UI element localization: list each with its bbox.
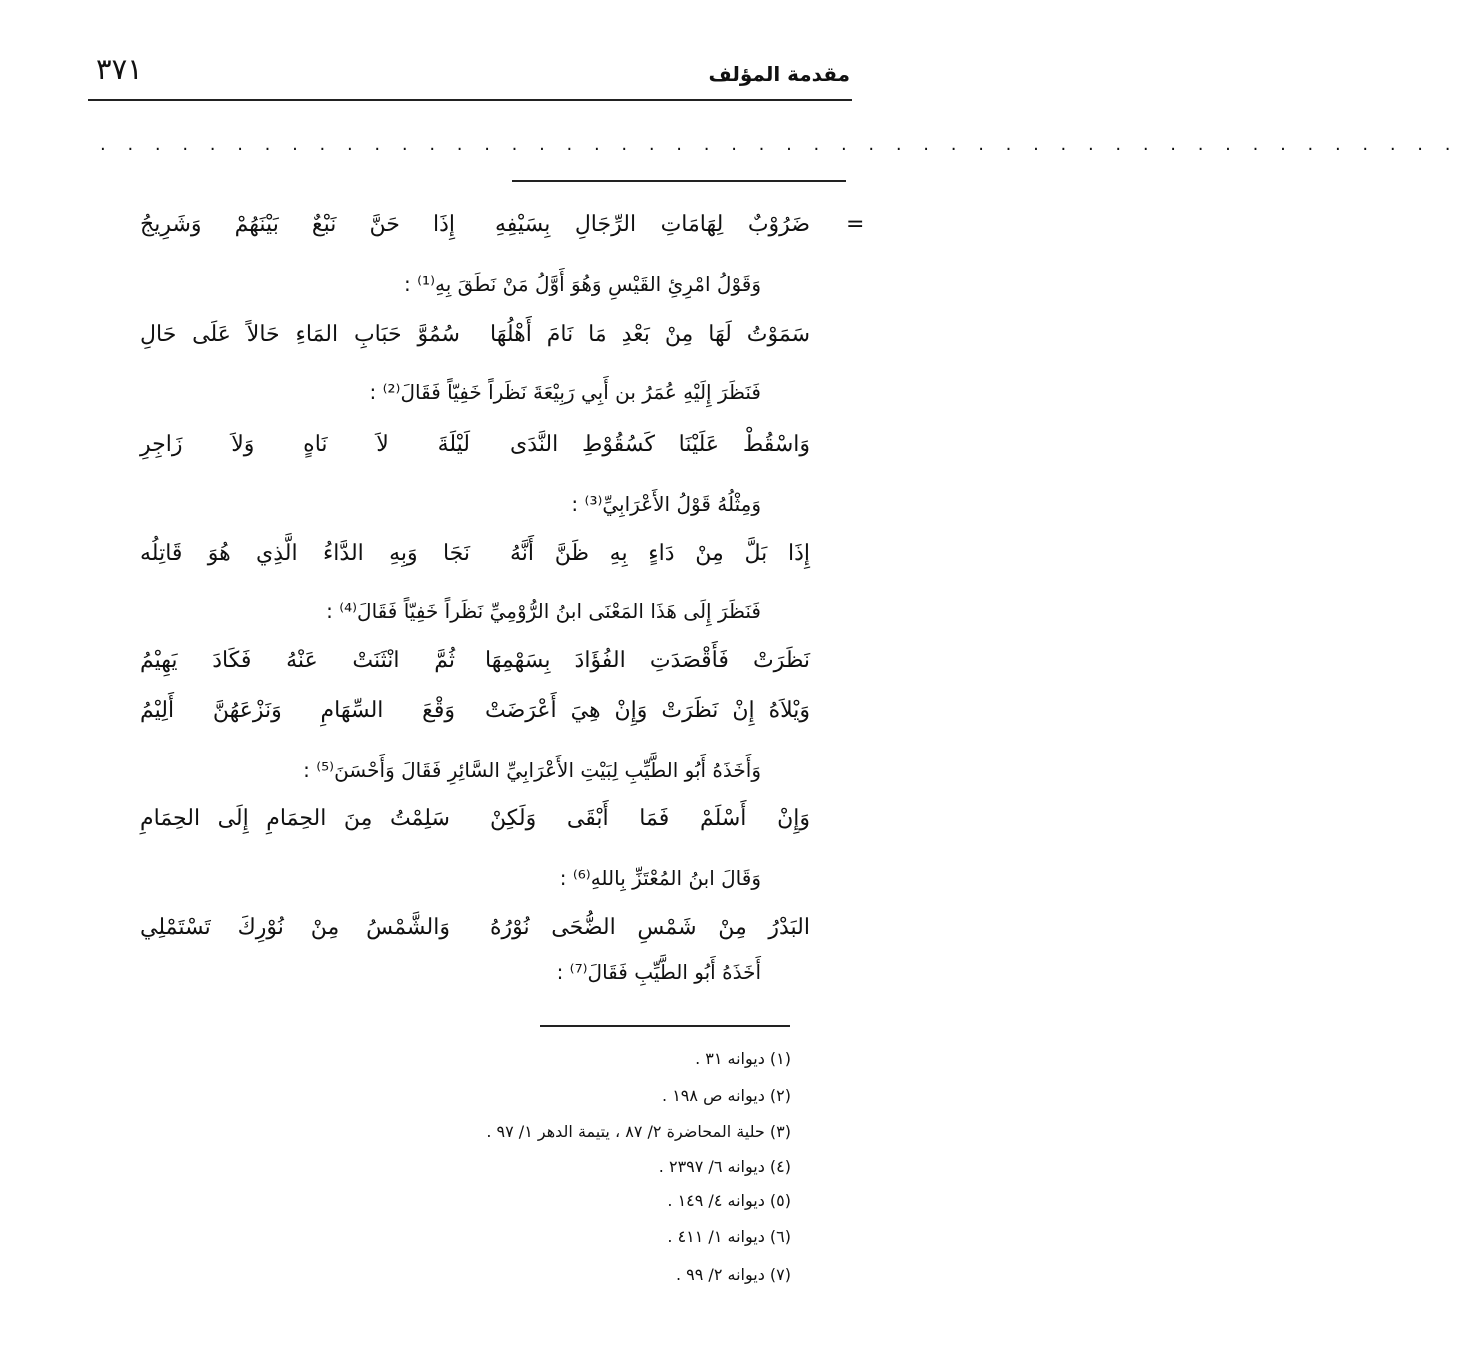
prose-line: وَقَوْلُ امْرِئِ القَيْسِ وَهُوَ أَوَّلُ مَنْ نَطَقَ بِهِ⁽¹⁾ : [404,272,761,296]
footnote: (٧) ديوانه ٢/ ٩٩ . [675,1265,791,1284]
verse-first-hemistich: ضَرُوْبٌ لِهَامَاتِ الرِّجَالِ بِسَيْفِهِ [495,212,810,237]
verse-line [140,212,810,252]
verse-line [140,648,810,688]
verse-line [140,806,810,846]
prose-line: فَنَظَرَ إِلَيْهِ عُمَرُ بن أَبِي رَبِيْعَةَ نَظَراً خَفِيّاً فَقَالَ⁽²⁾ : [369,380,761,404]
verse-first-hemistich: إِذَا بَلَّ مِنْ دَاءٍ بِهِ ظَنَّ أَنَّهُ [510,541,810,566]
separator-rule [512,180,846,182]
footnote: (٣) حلية المحاضرة ٢/ ٨٧ ، يتيمة الدهر ١/ ٩٧ . [486,1122,791,1141]
verse-line [140,698,810,738]
verse-line [140,541,810,581]
footnote: (٦) ديوانه ١/ ٤١١ . [667,1227,791,1246]
verse-first-hemistich: وَاسْقُطْ عَلَيْنَا كَسُقُوْطِ النَّدَى [510,432,810,457]
page-header [88,46,850,98]
footnote: (٢) ديوانه ص ١٩٨ . [662,1086,791,1105]
page-number: ٣٧١ [96,52,143,86]
verse-second-hemistich: إِذَا حَنَّ نَبْعٌ بَيْنَهُمْ وَشَرِيجُ [140,212,455,237]
prose-line: أَخَذَهُ أَبُو الطَّيِّبِ فَقَالَ⁽⁷⁾ : [556,960,761,984]
verse-first-hemistich: وَإِنْ أَسْلَمْ فَمَا أَبْقَى وَلَكِنْ [490,806,810,831]
verse-line [140,432,810,472]
verse-line [140,915,810,955]
prose-line: وَقَالَ ابنُ المُعْتَزِّ بِاللهِ⁽⁶⁾ : [559,866,761,890]
verse-second-hemistich: نَجَا وَبِهِ الدَّاءُ الَّذِي هُوَ قَاتِلُه [140,541,470,566]
footnote-rule [540,1025,790,1027]
verse-second-hemistich: وَقْعَ السِّهَامِ وَنَزْعَهُنَّ أَلِيْمُ [140,698,455,723]
ellipsis-dots-line: . . . . . . . . . . . . . . . . . . . . . . . . . . . . . . . . . . . . . . . . . . . . . . . . . . [100,134,1458,155]
verse-second-hemistich: سُمُوَّ حَبَابِ المَاءِ حَالاً عَلَى حَالِ [140,322,460,347]
footnote: (٥) ديوانه ٤/ ١٤٩ . [667,1191,791,1210]
verse-first-hemistich: وَيْلاَهُ إِنْ نَظَرَتْ وَإِنْ هِيَ أَعْرَضَتْ [485,698,810,723]
prose-line: وَمِثْلُهُ قَوْلُ الأَعْرَابِيِّ⁽³⁾ : [571,492,761,516]
footnote: (١) ديوانه ٣١ . [695,1049,791,1068]
prose-line: وَأَخَذَهُ أَبُو الطَّيِّبِ لِبَيْتِ الأَعْرَابِيِّ السَّائِرِ فَقَالَ وَأَحْسَنَ⁽⁵⁾ : [303,758,761,782]
verse-first-hemistich: البَدْرُ مِنْ شَمْسِ الضُّحَى نُوْرُهُ [490,915,810,940]
verse-first-hemistich: سَمَوْتُ لَهَا مِنْ بَعْدِ مَا نَامَ أَهْلُهَا [490,322,810,347]
verse-second-hemistich: سَلِمْتُ مِنَ الحِمَامِ إِلَى الحِمَامِ [140,806,450,831]
verse-first-hemistich: نَظَرَتْ فَأَقْصَدَتِ الفُؤَادَ بِسَهْمِهَا [485,648,810,673]
header-rule [88,99,852,101]
verse-second-hemistich: وَالشَّمْسُ مِنْ نُوْرِكَ تَسْتَمْلِي [140,915,450,940]
continuation-mark: = [846,212,865,237]
prose-line: فَنَظَرَ إِلَى هَذَا المَعْنَى ابنُ الرُّوْمِيِّ نَظَراً خَفِيّاً فَقَالَ⁽⁴⁾ : [326,599,761,623]
verse-line [140,322,810,362]
verse-second-hemistich: ثُمَّ انْثَنَتْ عَنْهُ فَكَادَ يَهِيْمُ [140,648,455,673]
footnote: (٤) ديوانه ٦/ ٢٣٩٧ . [658,1157,791,1176]
running-head: مقدمة المؤلف [708,62,850,86]
verse-second-hemistich: لَيْلَةَ لاَ نَاهٍ وَلاَ زَاجِرِ [140,432,470,457]
